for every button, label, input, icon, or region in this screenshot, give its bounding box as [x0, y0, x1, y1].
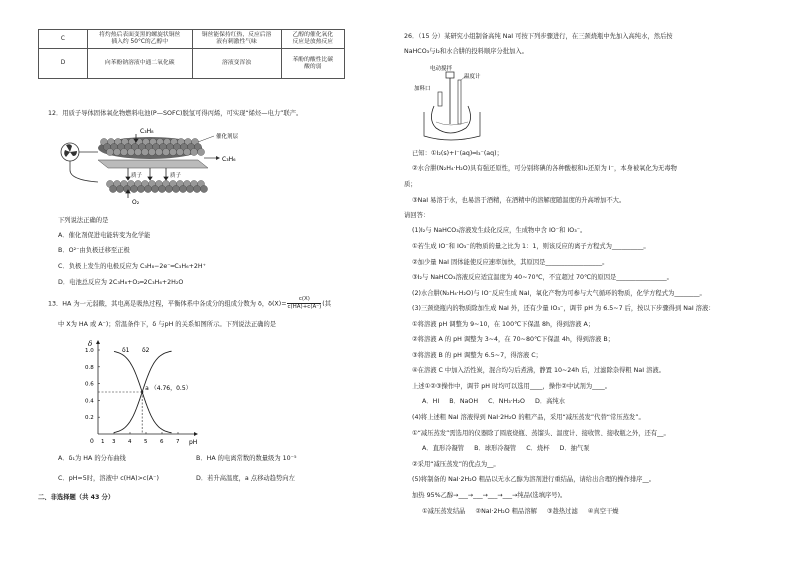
conclusion-cell: 乙醇的催化氧化 反应是放热反应 [281, 30, 344, 49]
water-bath [424, 112, 480, 140]
part-4b: ②采用“减压蒸发”的优点为__。 [412, 461, 500, 468]
known-3: ③NaI 易溶于水，也易溶于酒精，在酒精中的溶解度随温度的升高增加不大。 [412, 197, 626, 204]
y-tick-label: 0.4 [85, 398, 94, 405]
electrode-ball [116, 185, 123, 192]
q12-option-b: B．O²⁻由负极迁移至正极 [58, 247, 130, 254]
phenomenon-cell: 铜丝能保持红热，反应后溶 液有刺激性气味 [192, 30, 281, 49]
part-5: (5)将制备的 NaI·2H₂O 粗品以无水乙醇为溶剂进行重结晶，请给出合理的操作排序__。 [412, 476, 656, 483]
catalyst-ball [134, 148, 141, 155]
q26-stem-2: NaHCO₃与I₂和水合肼的投料顺序分批加入。 [404, 48, 529, 55]
catalyst-ball [183, 148, 190, 155]
electrode-ball [130, 185, 137, 192]
operation-cell: 向苯酚钠溶液中通二氧化碳 [87, 49, 192, 79]
point-a-annotation: a （4.76，0.5） [145, 385, 192, 392]
part-3-options: A．HI B．NaOH C．NH₃·H₂O D．高纯水 [422, 398, 566, 405]
x-tick-label: 4 [128, 439, 132, 445]
electrode-ball [151, 185, 158, 192]
fraction-numerator: c(X) [287, 296, 321, 304]
x-tick-label: 1 [101, 439, 105, 445]
catalyst-ball [120, 148, 127, 155]
part-3b: ②将溶液 A 的 pH 调整为 3~4，在 70~80℃下保温 4h，得到溶液 B； [412, 336, 615, 343]
table-row [39, 30, 345, 49]
catalyst-ball [113, 148, 120, 155]
part-5-options: ①减压蒸发结晶 ②NaI·2H₂O 粗品溶解 ③趁热过滤 ④真空干燥 [422, 508, 619, 515]
part-3a: ①将溶液 pH 调整为 9~10，在 100℃下保温 8h，得到溶液 A； [412, 321, 595, 328]
option-key: D [39, 49, 88, 79]
thermometer-label: 温度计 [464, 74, 481, 80]
part-1: (1)I₂与 NaHCO₃溶液发生歧化反应，生成物中含 IO⁻和 IO₃⁻。 [412, 227, 587, 234]
catalyst-ball [127, 148, 134, 155]
electrode-ball [200, 185, 207, 192]
catalyst-ball [106, 148, 113, 155]
option-key: C [39, 30, 88, 49]
catalyst-ball [162, 148, 169, 155]
options-table [38, 29, 345, 79]
catalyst-ball [190, 148, 197, 155]
q13-option-d: D．若升高温度，a 点移动趋势向左 [196, 475, 295, 482]
q12-option-d: D．电池总反应为 2C₃H₈+O₂═2C₃H₆+2H₂O [58, 279, 184, 286]
q12-option-a: A．催化剂促进电能转变为化学能 [58, 232, 151, 239]
q12-option-c: C．负极上发生的电极反应为 C₃H₈−2e⁻═C₃H₆+2H⁺ [58, 263, 206, 270]
q13-option-a: A．δ₁为 HA 的分布曲线 [58, 455, 126, 462]
o2-label: O₂ [132, 199, 140, 206]
part-4a-options: A．直形冷凝管 B．球形冷凝管 C．烧杯 D．抽气泵 [422, 445, 590, 452]
y-tick-label: 0.2 [85, 415, 94, 422]
electrode-ball [165, 185, 172, 192]
catalyst-label: 催化剂层 [216, 134, 239, 140]
point-a [141, 391, 143, 393]
part-3: (3)三颈烧瓶内的物质除加生成 NaI 外，还有少量 IO₃⁻，调节 pH 为 6.5~7 后，按以下步骤得到 NaI 溶液： [412, 305, 715, 312]
catalyst-ball [141, 148, 148, 155]
proton-label: 质子 [170, 173, 182, 179]
x-tick-label: 5 [144, 439, 148, 445]
stirrer-motor [446, 72, 454, 78]
x-tick-label: 7 [176, 439, 180, 445]
inlet-label: 加料口 [414, 86, 431, 92]
catalyst-ball [148, 148, 155, 155]
q13-option-c: C．pH=5时，溶液中 c(HA)>c(A⁻) [58, 475, 159, 482]
electrode-ball [109, 185, 116, 192]
thermometer [458, 80, 461, 124]
x-tick-label: 6 [160, 439, 164, 445]
part-3c: ③将溶液 B 的 pH 调整为 6.5~7，得溶液 C； [412, 352, 542, 359]
part-3e: 上述①②③操作中，调节 pH 时均可以选用____，操作②中试剂为____。 [412, 383, 612, 390]
electrode-ball [193, 185, 200, 192]
fraction-denominator: c(HA)+c(A⁻) [287, 303, 322, 310]
y-tick-label: 0.6 [85, 381, 94, 388]
q13-stem-1: 13．HA 为一元弱酸，其电离是吸热过程，平衡体系中各成分的组成分数为 δ，δ(X)= $\frac{c(X)}{c(HA)+c(A^-)}$ (其 [48, 296, 332, 310]
fuel-cell-figure [58, 124, 248, 206]
part-1c: ③I₂与 NaHCO₃溶液反应适宜温度为 40~70℃，不宜超过 70℃的原因是________________。 [412, 274, 673, 281]
electrode-ball [172, 185, 179, 192]
origin-label: 0 [90, 438, 94, 445]
delta1-label: δ1 [122, 347, 130, 354]
q26-stem-1: 26．（15 分）某研究小组制备高纯 NaI 可按下列步骤进行，在三颈烧瓶中先加入高纯水，然后按 [404, 33, 673, 40]
y-axis-label: δ [88, 340, 93, 348]
electrode-ball [144, 185, 151, 192]
catalyst-ball [169, 148, 176, 155]
x-tick-label: 3 [112, 439, 116, 445]
q13-stem-2: 中 X为 HA 或 A⁻)；常温条件下，δ 与pH 的关系如图所示。下列说法正确的是 [58, 321, 277, 328]
known-2: ②水合肼(N₂H₄·H₂O)具有强还原性，可分别将碘的各种酸根和I₂还原为 I⁻，本身被氧化为无毒物 [412, 165, 677, 172]
part-1a: ①若生成 IO⁻和 IO₃⁻的物质的量之比为 1：1，则该反应的离子方程式为__________。 [412, 243, 650, 250]
q12-stem: 12．用质子导体固体氧化物燃料电池(P—SOFC)脱氢可得丙烯，可实现“烯烃—电力”联产。 [48, 110, 303, 117]
c3h6-label: C₃H₆ [222, 156, 236, 163]
section-heading: 二、非选择题（共 43 分） [38, 494, 115, 501]
stirrer-label: 电动搅拌 [430, 66, 453, 72]
three-neck-flask [431, 106, 470, 133]
catalyst-ball [176, 148, 183, 155]
q13-option-b: B．HA 的电离常数的数量级为 10⁻⁵ [196, 455, 297, 462]
c3h8-label: C₃H₈ [140, 128, 154, 135]
fan-icon [61, 143, 79, 170]
y-tick-label: 1.0 [85, 348, 94, 354]
part-1b: ②加少量 NaI 固体能使反应速率加快，其原因是__________________。 [412, 259, 609, 266]
y-tick-label: 0.8 [85, 364, 94, 371]
delta2-label: δ2 [142, 347, 150, 354]
table-row [39, 49, 345, 79]
conclusion-cell: 苯酚的酸性比碳 酸的弱 [281, 49, 344, 79]
delta-ph-chart [84, 338, 204, 446]
electrode-ball [186, 185, 193, 192]
electrode-ball [179, 185, 186, 192]
inlet-neck [438, 92, 442, 106]
part-3d: ④在溶液 C 中加入活性炭，混合均匀后煮沸，静置 10~24h 后，过滤除杂得粗 NaI 溶液。 [412, 367, 665, 374]
ask: 请回答： [404, 212, 430, 219]
apparatus-figure [414, 62, 494, 142]
proton-label: 质子 [131, 173, 143, 179]
known-2b: 质； [404, 181, 417, 188]
electrode-ball [137, 185, 144, 192]
x-axis-label: pH [189, 439, 198, 446]
part-2: (2)水合肼(N₂H₄·H₂O)与 IO⁻反应生成 NaI，氧化产物为可参与大气循环的物质，化学方程式为________。 [412, 290, 706, 297]
electrode-ball [158, 185, 165, 192]
known-1: 已知：①I₂(s)+I⁻(aq)═I₃⁻(aq)； [412, 150, 503, 157]
phenomenon-cell: 溶液变浑浊 [192, 49, 281, 79]
catalyst-ball [197, 148, 204, 155]
q12-lead: 下列说法正确的是 [58, 217, 109, 224]
part-4a: ①“减压蒸发”需选用的仪器除了圆底烧瓶、蒸馏头、温度计、接收管、接收瓶之外，还有__。 [412, 430, 670, 437]
part-5b: 加热 95%乙醇→___→___→___→___→纯品(选填序号)。 [412, 492, 567, 499]
part-4: (4)将上述粗 NaI 溶液得到 NaI·2H₂O 的粗产品，采用“减压蒸发”代替“常压蒸发”。 [412, 414, 645, 421]
catalyst-ball [155, 148, 162, 155]
operation-cell: 将灼热后表面变黑的螺旋状铜丝 插入约 50°C的乙醇中 [87, 30, 192, 49]
